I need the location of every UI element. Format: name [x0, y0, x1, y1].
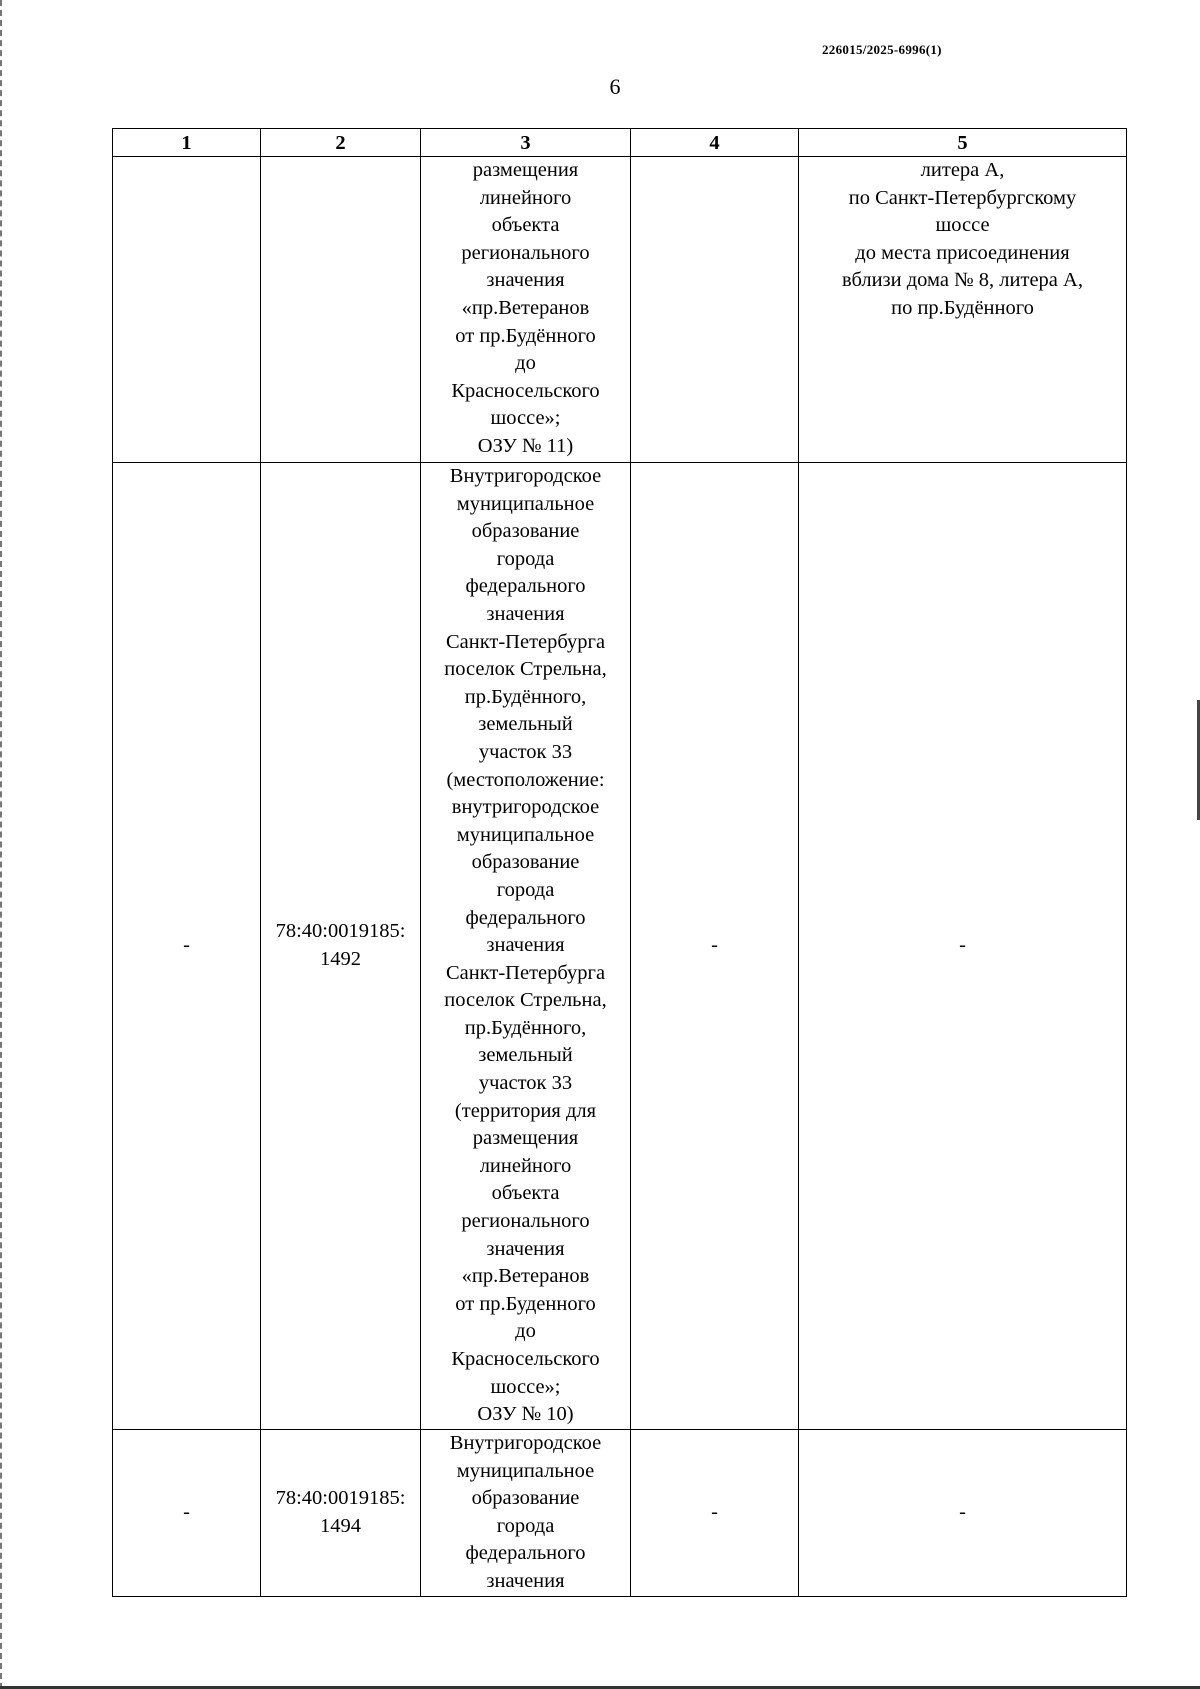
cell-text-line: Внутригородское — [449, 465, 602, 487]
cell-c2 — [261, 157, 421, 463]
cell-text-line: пр.Будённого, — [464, 685, 587, 708]
cell-text-line: объекта — [491, 214, 560, 237]
cell-text-line: «пр.Ветеранов — [461, 1265, 590, 1288]
cell-text-line: значения — [486, 1569, 565, 1592]
cell-c4 — [631, 1430, 799, 1597]
cell-text-line: до места присоединения — [855, 241, 1070, 264]
cell-text-line: образование — [471, 851, 580, 874]
cell-text-line: значения — [486, 1237, 565, 1260]
cell-text-line: шоссе — [935, 214, 990, 237]
column-header-1: 1 — [113, 129, 261, 157]
cell-text-line: ОЗУ № 11) — [477, 434, 574, 457]
data-table — [112, 128, 1127, 1597]
cell-c2 — [261, 463, 421, 1430]
cell-text-line: - — [183, 1500, 190, 1523]
cell-text-line: вблизи дома № 8, литера А, — [842, 269, 1083, 292]
column-header-3: 3 — [421, 129, 631, 157]
cell-c3 — [421, 157, 631, 463]
scan-right-edge — [1195, 700, 1200, 820]
cell-text-line: земельный — [478, 1044, 573, 1067]
cell-text-line: Внутригородское — [449, 1432, 602, 1454]
header-row — [113, 129, 1127, 157]
cell-text-line: поселок Стрельна, — [444, 658, 607, 681]
cell-text-line: федерального — [465, 575, 586, 598]
cell-c5 — [799, 157, 1127, 463]
cell-c4 — [631, 463, 799, 1430]
cell-c3 — [421, 463, 631, 1430]
cell-text-line: участок 33 — [478, 740, 573, 763]
cell-text-line: (территория для — [454, 1099, 597, 1122]
cell-text-line: образование — [471, 1487, 580, 1510]
cell-text-line: муниципальное — [456, 492, 595, 515]
cell-text-line: (местоположение: — [446, 768, 605, 791]
cell-text-line: объекта — [491, 1182, 560, 1205]
cell-c1 — [113, 463, 261, 1430]
cell-text-line: города — [496, 1514, 555, 1537]
cell-text-line: Красносельского — [451, 1348, 600, 1370]
table-row — [113, 463, 1127, 1430]
column-header-4: 4 — [631, 129, 799, 157]
cell-text-line: значения — [486, 934, 565, 957]
cell-c2 — [261, 1430, 421, 1597]
cell-text-line: Красносельского — [451, 379, 600, 402]
cell-text-line: федерального — [465, 1542, 586, 1565]
cell-text-line: внутригородское — [451, 796, 600, 819]
column-header-2: 2 — [261, 129, 421, 157]
cell-text-line: участок 33 — [478, 1072, 573, 1095]
cell-c5 — [799, 1430, 1127, 1597]
cell-text-line: от пр.Будённого — [455, 324, 596, 347]
cell-text-line: до — [515, 1320, 536, 1343]
cell-text-line: «пр.Ветеранов — [461, 296, 590, 319]
cell-text-line: федерального — [465, 906, 586, 929]
cell-text-line: размещения — [472, 159, 579, 181]
cell-text-line: муниципальное — [456, 823, 595, 846]
cell-text-line: земельный — [478, 713, 573, 736]
cell-text-line: шоссе»; — [490, 1375, 561, 1398]
cell-text-line: литера А, — [920, 159, 1005, 181]
cell-text-line: Санкт-Петербурга — [445, 630, 606, 653]
cell-text-line: 1494 — [320, 1514, 361, 1537]
cell-text-line: 78:40:0019185: — [275, 920, 406, 943]
column-header-5: 5 — [799, 129, 1127, 157]
cell-text-line: размещения — [472, 1127, 579, 1150]
cell-text-line: до — [515, 352, 536, 375]
cell-c5 — [799, 463, 1127, 1430]
cell-text-line: города — [496, 547, 555, 570]
cell-text-line: линейного — [479, 1154, 572, 1177]
cell-text-line: образование — [471, 520, 580, 543]
page-number: 6 — [609, 74, 621, 99]
cell-text-line: - — [959, 1500, 966, 1523]
cell-text-line: шоссе»; — [490, 407, 561, 430]
cell-text-line: регионального — [461, 1210, 590, 1233]
cell-text-line: линейного — [479, 186, 572, 209]
scan-left-edge — [0, 0, 4, 1689]
cell-text-line: 78:40:0019185: — [275, 1487, 406, 1510]
table-row — [113, 1430, 1127, 1597]
cell-c3 — [421, 1430, 631, 1597]
cell-text-line: поселок Стрельна, — [444, 989, 607, 1012]
cell-text-line: регионального — [461, 241, 590, 264]
cell-text-line: - — [959, 934, 966, 957]
cell-text-line: муниципальное — [456, 1459, 595, 1482]
cell-text-line: - — [711, 1500, 718, 1523]
cell-text-line: - — [183, 934, 190, 957]
cell-text-line: Санкт-Петербурга — [445, 961, 606, 984]
document-number: 226015/2025-6996(1) — [822, 42, 942, 57]
cell-text-line: от пр.Буденного — [455, 1292, 596, 1315]
table-row — [113, 157, 1127, 463]
cell-text-line: - — [711, 934, 718, 957]
cell-c4 — [631, 157, 799, 463]
cell-c1 — [113, 157, 261, 463]
cell-text-line: значения — [486, 602, 565, 625]
cell-c1 — [113, 1430, 261, 1597]
cell-text-line: пр.Будённого, — [464, 1016, 587, 1039]
cell-text-line: 1492 — [320, 948, 361, 970]
cell-text-line: по Санкт-Петербургскому — [848, 186, 1077, 209]
cell-text-line: города — [496, 878, 555, 901]
cell-text-line: значения — [486, 269, 565, 292]
cell-text-line: ОЗУ № 10) — [477, 1403, 574, 1426]
cell-text-line: по пр.Будённого — [891, 296, 1034, 319]
